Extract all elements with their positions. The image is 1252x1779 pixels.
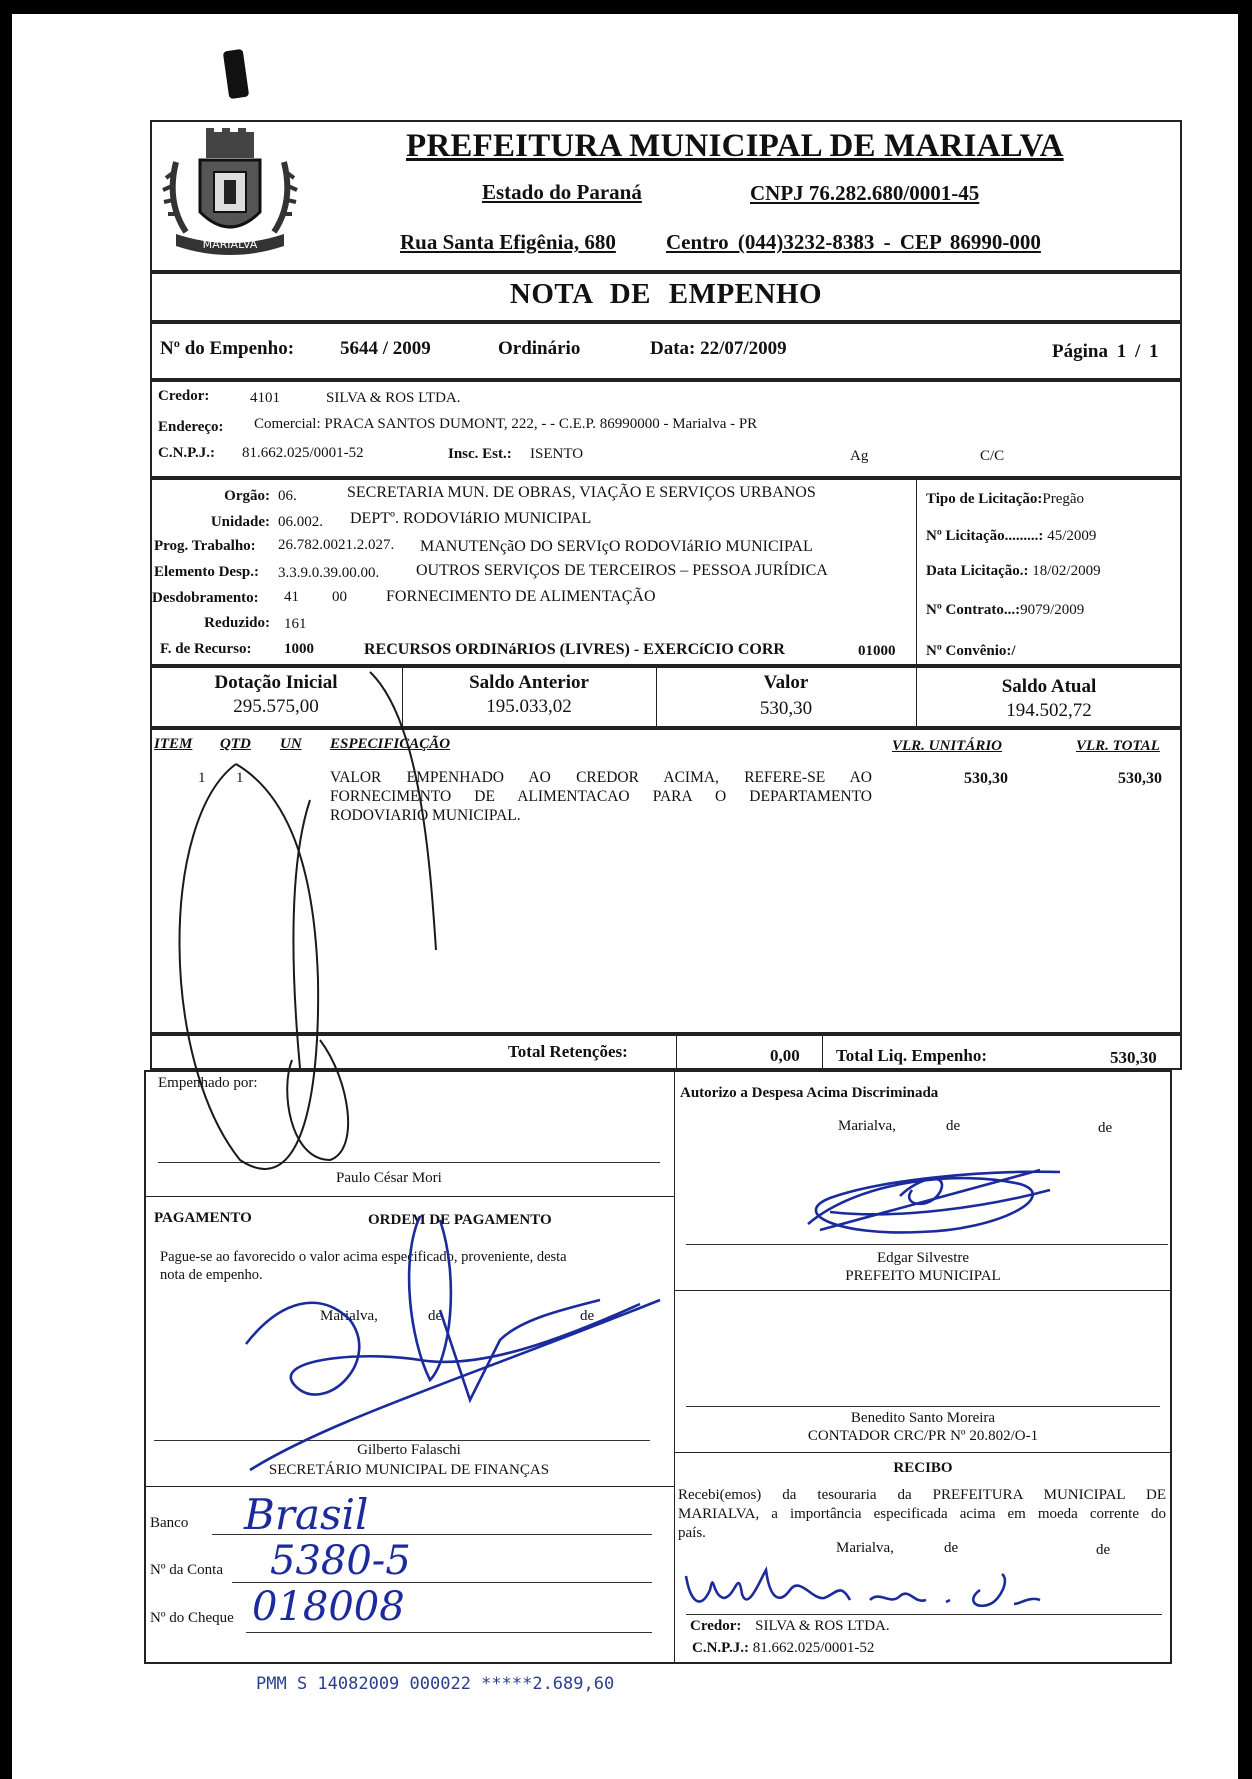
banco-label: Banco [150,1515,189,1531]
credor-code: 4101 [250,390,280,406]
retencoes-value: 0,00 [770,1046,800,1065]
liq-value: 530,30 [1110,1048,1157,1067]
saldo-atual-value: 194.502,72 [1006,700,1092,721]
ordem-pagamento-label: ORDEM DE PAGAMENTO [368,1212,552,1228]
insc-label: Insc. Est.: [448,446,512,462]
totals-div-2 [822,1034,823,1070]
desd-name: FORNECIMENTO DE ALIMENTAÇÃO [386,588,656,605]
elem-name: OUTROS SERVIÇOS DE TERCEIROS – PESSOA JURÍDICA [416,562,828,579]
contador-name: Benedito Santo Moreira [850,1410,996,1426]
recibo-de-2: de [1096,1542,1111,1558]
empenhado-name: Paulo César Mori [336,1170,442,1186]
crest-logo [156,122,304,268]
credor-cnpj: 81.662.025/0001-52 [242,445,364,461]
item-number: 1 [198,770,206,786]
desd-sub: 00 [332,589,347,605]
credor-label: Credor: [158,388,210,404]
municipality-title: PREFEITURA MUNICIPAL DE MARIALVA [406,128,1064,164]
scan-edge-right [1238,0,1252,1779]
unidade-label: Unidade: [210,514,270,530]
scan-edge-top [0,0,1252,14]
pagamento-city: Marialva, [320,1308,378,1324]
recurso-code: 1000 [284,641,314,657]
autorizo-sigline [686,1244,1168,1245]
col-item: ITEM [154,736,193,752]
prog-label: Prog. Trabalho: [154,538,256,554]
licitacao-data: Data Licitação.: 18/02/2009 [926,563,1101,579]
autorizo-de-2: de [1098,1120,1113,1136]
pagamento-text [160,1248,567,1284]
item-line-2: FORNECIMENTO DE ALIMENTACAO PARA O DEPARTAMENTO [330,788,872,805]
reduzido-label: Reduzido: [204,615,270,631]
recibo-label: RECIBO [893,1460,953,1476]
recibo-top-line [674,1452,1172,1453]
col-un: UN [280,736,302,752]
totals-box [150,1034,1182,1070]
item-qtd: 1 [236,770,244,786]
col-unit: VLR. UNITÁRIO [892,738,1003,754]
unidade-code: 06.002. [278,514,323,530]
licitacao-convenio: Nº Convênio:/ [926,643,1016,659]
header-cnpj: CNPJ 76.282.680/0001-45 [750,181,980,205]
dotacao-inicial-value: 295.575,00 [233,696,319,717]
pagamento-text-1: Pague-se ao favorecido o valor acima especificado, proveniente, desta [160,1249,567,1265]
credor-name: SILVA & ROS LTDA. [326,390,461,406]
conta-value: 5380-5 [270,1538,411,1584]
empenho-page: Página 1 / 1 [1052,341,1159,362]
saldo-atual-label: Saldo Atual [1001,676,1097,697]
liq-label: Total Liq. Empenho: [836,1046,987,1065]
bottom-middle-divider [674,1070,675,1664]
prefeito-name: Edgar Silvestre [876,1250,970,1266]
valor-label: Valor [763,672,809,693]
saldo-anterior-label: Saldo Anterior [469,672,589,693]
item-total-value: 530,30 [1118,770,1162,787]
retencoes-label: Total Retenções: [508,1042,628,1061]
state-label: Estado do Paraná [482,180,642,204]
recibo-cnpj: C.N.P.J.: 81.662.025/0001-52 [692,1640,875,1656]
cheque-line [246,1632,652,1633]
recurso-label: F. de Recurso: [160,641,252,657]
desd-code: 41 [284,589,299,605]
pagamento-de-1: de [428,1308,443,1324]
autorizo-de-1: de [946,1118,961,1134]
pagamento-de-2: de [580,1308,595,1324]
credor-address: Comercial: PRACA SANTOS DUMONT, 222, - - C.E.P. 86990000 - Marialva - PR [254,416,758,432]
recibo-text-2: MARIALVA, a importância especificada acima em moeda corrente do [678,1506,1166,1522]
recurso-name: RECURSOS ORDINáRIOS (LIVRES) - EXERCíCIO CORR [364,641,785,658]
recibo-city: Marialva, [836,1540,894,1556]
banco-value: Brasil [244,1490,369,1539]
orgao-code: 06. [278,488,297,504]
licitacao-num: Nº Licitação.........: 45/2009 [926,528,1097,544]
item-unit-value: 530,30 [964,770,1008,787]
licitacao-tipo-label: Tipo de Licitação:Pregão [926,491,1085,507]
dotacao-divider [916,478,917,666]
address-label: Endereço: [158,419,224,435]
reduzido-value: 161 [284,616,307,632]
empenho-label: Nº do Empenho: [160,338,295,359]
col-qtd: QTD [220,736,251,752]
credor-insc: ISENTO [530,446,584,462]
valor-value: 530,30 [759,698,813,719]
recibo-text [678,1486,1166,1543]
autorizo-label: Autorizo a Despesa Acima Discriminada [680,1085,939,1101]
elem-label: Elemento Desp.: [154,564,259,580]
elem-code: 3.3.9.0.39.00.00. [278,565,380,581]
staple-mark [223,49,249,99]
banco-top-line [144,1486,674,1487]
header-address: Rua Santa Efigênia, 680 [400,230,616,254]
payment-stamp: PMM S 14082009 000022 *****2.689,60 [256,1674,615,1694]
recibo-de-1: de [944,1540,959,1556]
pagamento-text-2: nota de empenho. [160,1267,263,1283]
crest-text: MARIALVA [202,238,258,251]
orgao-name: SECRETARIA MUN. DE OBRAS, VIAÇÃO E SERVIÇOS URBANOS [347,484,816,501]
recurso-end: 01000 [858,643,896,659]
prog-name: MANUTENçãO DO SERVIçO RODOVIáRIO MUNICIPAL [420,538,813,555]
prog-code: 26.782.0021.2.027. [278,537,395,553]
header-district-phone-cep: Centro (044)3232-8383 - CEP 86990-000 [666,230,1041,254]
pagamento-sigline [154,1440,650,1441]
unidade-name: DEPTº. RODOVIáRIO MUNICIPAL [350,510,592,527]
empenho-date: Data: 22/07/2009 [650,338,787,359]
saldo-anterior-value: 195.033,02 [486,696,572,717]
empenhado-sigline [158,1162,660,1163]
recibo-credor: Credor: SILVA & ROS LTDA. [690,1618,890,1634]
dotacao-inicial-label: Dotação Inicial [214,672,338,693]
empenho-number: 5644 / 2009 [340,338,431,359]
secretario-name: Gilberto Falaschi [357,1442,461,1458]
licitacao-contrato: Nº Contrato...:9079/2009 [926,602,1085,618]
doc-title: NOTA DE EMPENHO [509,278,823,310]
desd-label: Desdobramento: [152,590,259,606]
col-total: VLR. TOTAL [1076,738,1160,754]
empenhado-label: Empenhado por: [158,1075,258,1091]
contador-sigline [686,1406,1160,1407]
recibo-sigline [686,1614,1162,1615]
item-line-1: VALOR EMPENHADO AO CREDOR ACIMA, REFERE-SE AO [330,769,872,786]
cc-label: C/C [980,448,1005,464]
cnpj-label: C.N.P.J.: [158,445,215,461]
recibo-text-3: país. [678,1525,706,1541]
autorizo-city: Marialva, [838,1118,896,1134]
contador-role: CONTADOR CRC/PR Nº 20.802/O-1 [807,1428,1039,1444]
ag-label: Ag [850,448,869,464]
autorizo-bottom-line [674,1290,1172,1291]
scan-edge-left [0,0,12,1779]
prefeito-role: PREFEITO MUNICIPAL [845,1268,1001,1284]
pagamento-top-line [144,1196,674,1197]
pagamento-label: PAGAMENTO [154,1210,252,1226]
item-line-3: RODOVIARIO MUNICIPAL. [330,807,521,824]
recibo-text-1: Recebi(emos) da tesouraria da PREFEITURA MUNICIPAL DE [678,1487,1166,1503]
cheque-value: 018008 [252,1584,405,1630]
orgao-label: Orgão: [224,488,270,504]
col-espec: ESPECIFICAÇÃO [330,736,451,752]
empenho-type: Ordinário [498,338,581,359]
conta-label: Nº da Conta [150,1562,223,1578]
totals-div-1 [676,1034,677,1070]
secretario-role: SECRETÁRIO MUNICIPAL DE FINANÇAS [268,1462,550,1478]
cheque-label: Nº do Cheque [150,1610,234,1626]
item-description [330,768,872,825]
